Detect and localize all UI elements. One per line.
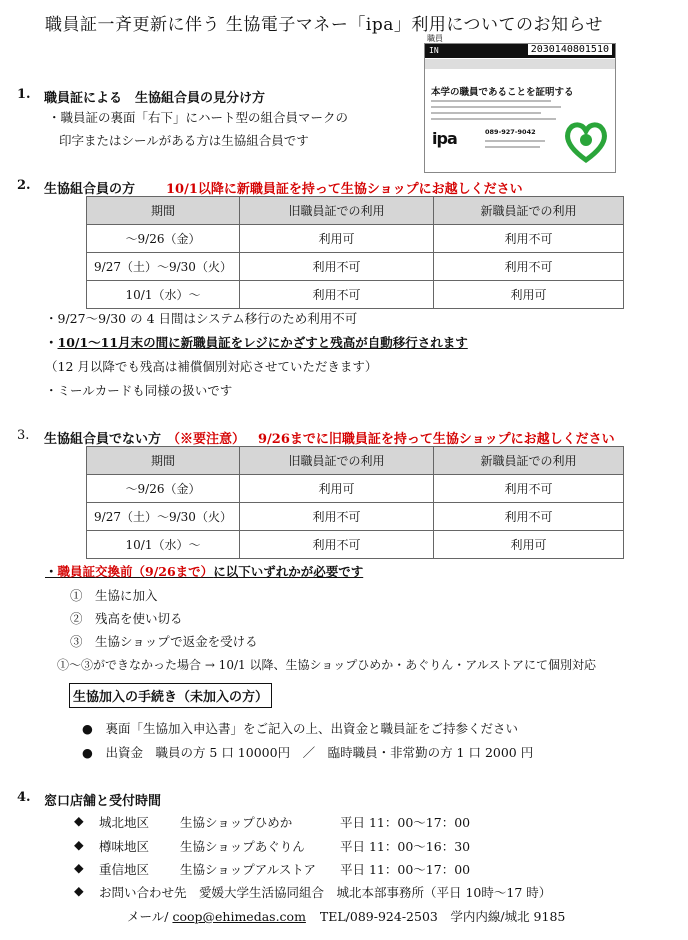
table-row <box>87 503 624 531</box>
store-hours: 平日 11：00～17：00 <box>340 815 471 830</box>
contact-row <box>74 883 552 900</box>
join-item <box>82 743 533 761</box>
card-text-line <box>485 140 545 142</box>
card-text-line <box>485 146 540 148</box>
diamond-bullet-icon: ◆ <box>74 860 84 875</box>
option-item <box>70 586 158 604</box>
section2-note: ・9/27～9/30 の 4 日間はシステム移行のため利用不可 <box>45 311 358 326</box>
join-item <box>82 719 518 737</box>
store-row <box>74 813 471 830</box>
page-title: 職員証一斉更新に伴う 生協電子マネー「ipa」利用についてのお知らせ <box>45 15 604 35</box>
store-row <box>74 837 471 854</box>
card-heading: 本学の職員であることを証明する <box>431 87 574 98</box>
option-text: 残高を使い切る <box>95 611 183 626</box>
table-cell: 10/1（水）～ <box>87 281 240 309</box>
diamond-bullet-icon: ◆ <box>74 883 84 898</box>
card-number: 2030140801510 <box>528 44 612 55</box>
table-cell: 利用不可 <box>434 475 624 503</box>
card-text-line <box>431 100 551 102</box>
requirement-deadline: 職員証交換前（9/26まで） <box>57 564 214 579</box>
table-cell: 利用不可 <box>240 253 434 281</box>
table-row <box>87 281 624 309</box>
table-row <box>87 225 624 253</box>
table-cell: 利用不可 <box>240 503 434 531</box>
store-shop: 生協ショップアルストア <box>180 862 317 877</box>
join-item-text: 裏面「生協加入申込書」をご記入の上、出資金と職員証をご持参ください <box>105 721 518 736</box>
diamond-bullet-icon: ◆ <box>74 837 84 852</box>
table-row <box>87 531 624 559</box>
table-header: 新職員証での利用 <box>434 447 624 475</box>
card-corner-label: 職員 <box>427 34 443 43</box>
table-cell: ～9/26（金） <box>87 475 240 503</box>
store-hours: 平日 11：00～17：00 <box>340 862 471 877</box>
store-area: 重信地区 <box>99 862 150 877</box>
section3-notice: 9/26までに旧職員証を持って生協ショップにお越しください <box>258 432 615 447</box>
bullet-icon: ● <box>82 721 93 736</box>
diamond-bullet-icon: ◆ <box>74 813 84 828</box>
section4-number: 4. <box>17 790 31 805</box>
table-header: 期間 <box>87 197 240 225</box>
store-area: 樽味地区 <box>99 839 150 854</box>
section1-text: ・職員証の裏面「右下」にハート型の組合員マークの <box>48 110 349 125</box>
option-item <box>70 632 258 650</box>
section3-table <box>86 446 624 559</box>
option-mark: ② <box>70 611 83 626</box>
contact-text: お問い合わせ先 愛媛大学生活協同組合 城北本部事務所（平日 10時～17 時） <box>99 885 552 900</box>
card-text-line <box>431 106 561 108</box>
join-item-text: 出資金 職員の方 5 口 10000円 ／ 臨時職員・非常勤の方 1 口 2000 円 <box>105 745 534 760</box>
mail-link[interactable]: coop@ehimedas.com <box>172 909 306 924</box>
section2-notice: 10/1以降に新職員証を持って生協ショップにお越しください <box>166 182 523 197</box>
store-shop: 生協ショップひめか <box>180 815 293 830</box>
section2-number: 2. <box>17 178 31 193</box>
fallback-note: ①～③ができなかった場合 → 10/1 以降、生協ショップひめか・あぐりん・アルストアにて個別対応 <box>57 658 597 672</box>
option-item <box>70 609 183 627</box>
section2-note: ・ミールカードも同様の扱いです <box>45 383 233 398</box>
section2-table <box>86 196 624 309</box>
requirement-text: に以下いずれかが必要です <box>213 564 364 579</box>
card-top-strip <box>425 44 615 58</box>
ipa-logo: ipa <box>432 129 457 148</box>
card-text-line <box>431 118 556 120</box>
coop-heart-mark-icon <box>563 120 609 167</box>
table-cell: 利用不可 <box>434 225 624 253</box>
table-cell: 9/27（土）～9/30（火） <box>87 503 240 531</box>
bullet-icon: ● <box>82 745 93 760</box>
table-header: 旧職員証での利用 <box>240 197 434 225</box>
table-cell: 利用可 <box>240 225 434 253</box>
section1-number: 1. <box>17 87 31 102</box>
section4-heading: 窓口店舗と受付時間 <box>44 794 162 809</box>
store-row <box>74 860 471 877</box>
requirement-underline: ・職員証交換前（9/26まで）に以下いずれかが必要です <box>45 564 364 579</box>
table-cell: 利用不可 <box>434 503 624 531</box>
section2-note-bold: ・10/1～11月末の間に新職員証をレジにかざすと残高が自動移行されます <box>45 335 468 350</box>
auto-transfer-notice: 10/1～11月末の間に新職員証をレジにかざすと残高が自動移行されます <box>57 335 468 350</box>
table-cell: 利用不可 <box>434 253 624 281</box>
contact-mail-row <box>127 907 565 925</box>
section1-text: 印字またはシールがある方は生協組合員です <box>59 133 309 148</box>
table-cell: 利用可 <box>240 475 434 503</box>
contact-tel: TEL/089-924-2503 学内内線/城北 9185 <box>319 909 566 924</box>
table-row <box>87 475 624 503</box>
join-procedure-title: 生協加入の手続き（未加入の方） <box>69 683 272 708</box>
card-text-line <box>431 112 541 114</box>
section2-note: （12 月以降でも残高は補償個別対応させていただきます） <box>45 359 378 374</box>
option-mark: ③ <box>70 634 83 649</box>
table-cell: 9/27（土）～9/30（火） <box>87 253 240 281</box>
table-cell: 利用可 <box>434 281 624 309</box>
table-header: 期間 <box>87 447 240 475</box>
card-phone: 089-927-9042 <box>485 128 536 136</box>
section3-heading: 生協組合員でない方 <box>44 432 162 447</box>
card-magnetic-stripe <box>425 59 615 69</box>
requirement-line <box>45 562 363 580</box>
card-in-label: IN <box>429 46 439 55</box>
table-header-row <box>87 197 624 225</box>
table-header-row <box>87 447 624 475</box>
mail-label: メール/ <box>127 909 169 924</box>
store-area: 城北地区 <box>99 815 150 830</box>
option-text: 生協に加入 <box>95 588 158 603</box>
staff-id-card-image <box>424 34 616 173</box>
store-shop: 生協ショップあぐりん <box>180 839 305 854</box>
table-cell: 利用不可 <box>240 281 434 309</box>
section3-caution: （※要注意） <box>167 432 246 447</box>
table-cell: 10/1（水）～ <box>87 531 240 559</box>
store-hours: 平日 11：00～16：30 <box>340 839 471 854</box>
table-header: 旧職員証での利用 <box>240 447 434 475</box>
option-text: 生協ショップで返金を受ける <box>95 634 258 649</box>
section1-heading: 職員証による 生協組合員の見分け方 <box>44 91 266 106</box>
table-row <box>87 253 624 281</box>
table-cell: 利用可 <box>434 531 624 559</box>
table-cell: 利用不可 <box>240 531 434 559</box>
section3-number: 3. <box>17 428 30 443</box>
table-cell: ～9/26（金） <box>87 225 240 253</box>
section2-heading: 生協組合員の方 <box>44 182 136 197</box>
table-header: 新職員証での利用 <box>434 197 624 225</box>
option-mark: ① <box>70 588 83 603</box>
